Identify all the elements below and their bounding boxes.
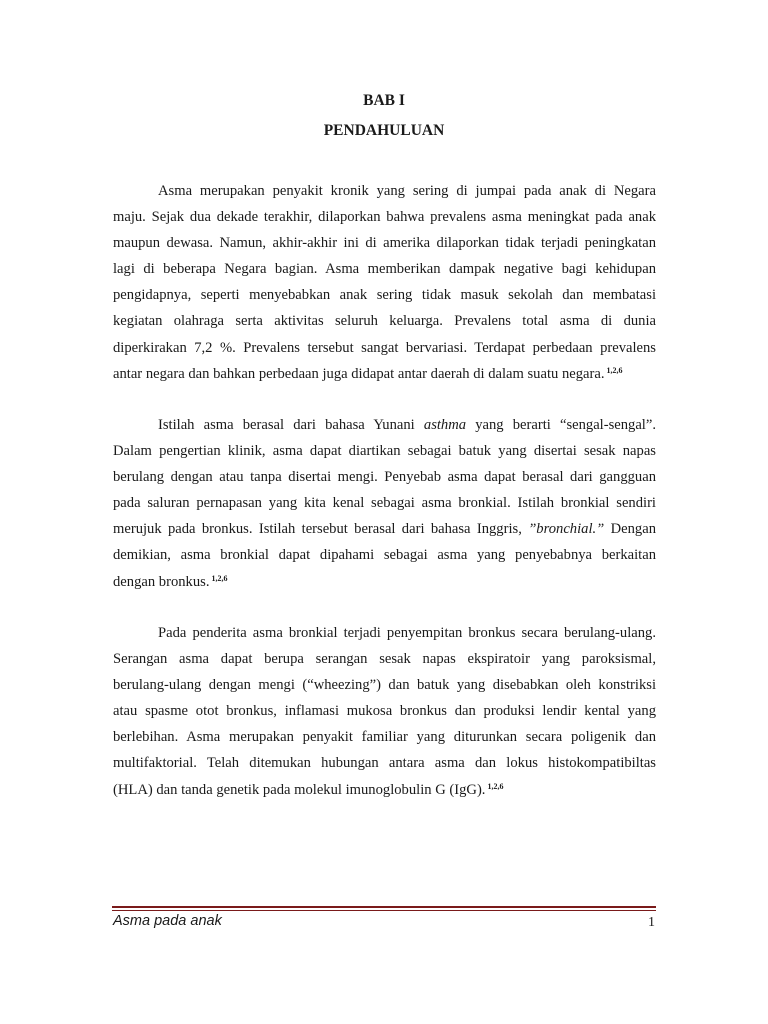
paragraph-line: Pada penderita asma bronkial terjadi penyempitan bronkus secara berulang-ulang.	[158, 625, 656, 641]
paragraph-line	[113, 516, 656, 542]
paragraph-line: multifaktorial. Telah ditemukan hubungan antara asma dan lokus histokompatibiltas	[113, 755, 656, 772]
paragraph-line: Serangan asma dapat berupa serangan sesak napas ekspiratoir yang paroksismal,	[113, 651, 656, 668]
footer-rule-thin	[112, 910, 656, 911]
paragraph-line: demikian, asma bronkial dapat dipahami sebagai asma yang penyebabnya berkaitan	[113, 547, 656, 564]
paragraph-line: kegiatan olahraga serta aktivitas seluruh keluarga. Prevalens total asma di dunia	[113, 313, 656, 330]
paragraph-line: diperkirakan 7,2 %. Prevalens tersebut sangat bervariasi. Terdapat perbedaan prevalens	[113, 339, 656, 356]
citation-reference: 1,2,6	[606, 365, 623, 375]
paragraph-line: lagi di beberapa Negara bagian. Asma memberikan dampak negative bagi kehidupan	[113, 261, 656, 278]
paragraph-line: berulang dengan atau tanpa disertai mengi. Penyebab asma dapat berasal dari gangguan	[113, 469, 656, 486]
italic-term: asthma	[423, 417, 467, 433]
paragraph-1	[113, 178, 656, 387]
paragraph-line: dengan bronkus. $^{1,2,6}$	[113, 573, 228, 590]
paragraph-line: berlebihan. Asma merupakan penyakit familiar yang diturunkan secara poligenik dan	[113, 729, 656, 746]
paragraph-line: atau spasme otot bronkus, inflamasi mukosa bronkus dan produksi lendir kental yang	[113, 703, 656, 720]
page-number: 1	[648, 915, 655, 930]
paragraph-line: maupun dewasa. Namun, akhir-akhir ini di amerika dilaporkan tidak terjadi peningkatan	[113, 235, 656, 252]
text-segment: yang berarti “sengal-sengal”.	[466, 417, 656, 433]
paragraph-2	[113, 412, 656, 595]
paragraph-line: berulang-ulang dengan mengi (“wheezing”) dan batuk yang disebabkan oleh konstriksi	[113, 677, 656, 694]
paragraph-line: (HLA) dan tanda genetik pada molekul imunoglobulin G (IgG). $^{1,2,6}$	[113, 781, 504, 798]
paragraph-line: Asma merupakan penyakit kronik yang sering di jumpai pada anak di Negara	[158, 183, 656, 199]
footer-rule-thick	[112, 906, 656, 908]
citation-reference: 1,2,6	[487, 781, 504, 791]
citation-reference: 1,2,6	[211, 573, 228, 583]
paragraph-3	[113, 620, 656, 803]
paragraph-line: Dalam pengertian klinik, asma dapat diartikan sebagai batuk yang disertai sesak napas	[113, 443, 656, 460]
paragraph-line: pengidapnya, seperti menyebabkan anak sering tidak masuk sekolah dan membatasi	[113, 287, 656, 304]
chapter-title: PENDAHULUAN	[323, 122, 445, 139]
paragraph-line: pada saluran pernapasan yang kita kenal sebagai asma bronkial. Istilah bronkial sendiri	[113, 495, 656, 512]
text-segment: Dengan	[604, 521, 656, 538]
text-segment: merujuk pada bronkus. Istilah tersebut berasal dari bahasa Inggris,	[113, 521, 529, 538]
italic-term: ”bronchial.”	[528, 521, 605, 538]
paragraph-line: antar negara dan bahkan perbedaan juga didapat antar daerah di dalam suatu negara. $^{1,2,6}$	[113, 365, 623, 382]
text-segment: Istilah asma berasal dari bahasa Yunani	[158, 417, 424, 433]
paragraph-line: maju. Sejak dua dekade terakhir, dilaporkan bahwa prevalens asma meningkat pada anak	[113, 209, 656, 226]
chapter-heading: BAB I	[363, 92, 405, 109]
paragraph-line	[113, 412, 656, 438]
footer-title: Asma pada anak	[113, 913, 222, 929]
